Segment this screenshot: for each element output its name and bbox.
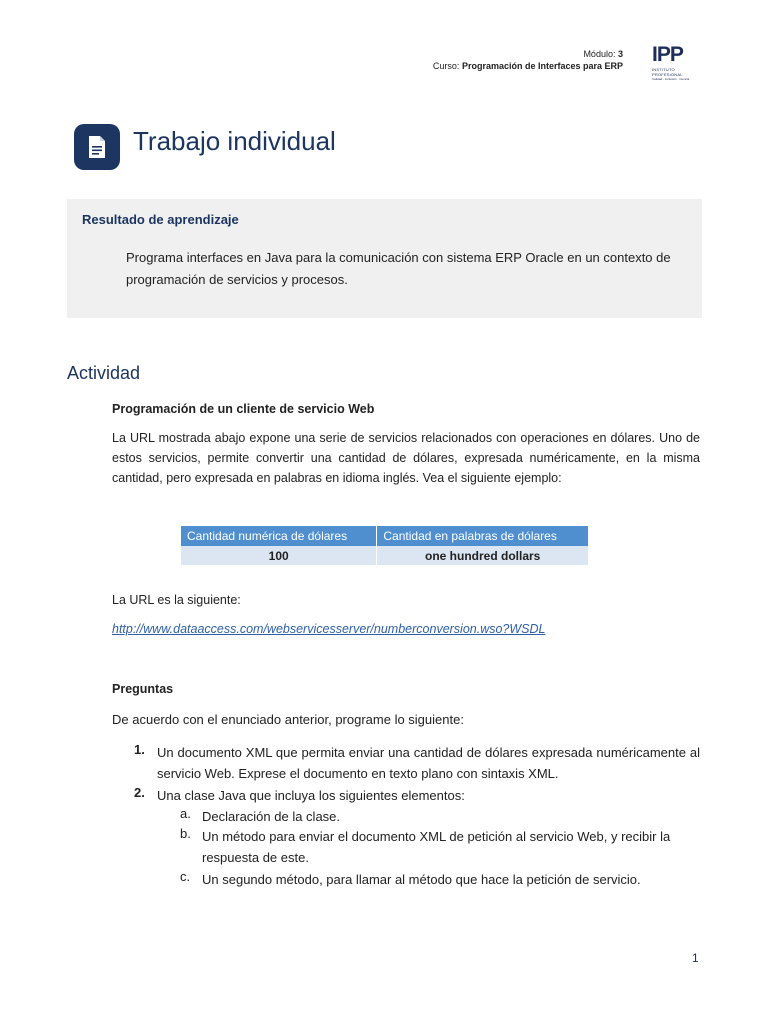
activity-heading: Actividad (67, 363, 141, 383)
activity-subheading: Programación de un cliente de servicio Web (112, 402, 375, 416)
table-header-cell: Cantidad numérica de dólares (181, 526, 377, 546)
question-text: Una clase Java que incluya los siguientes elementos: (157, 788, 465, 803)
question-number: 1. (134, 742, 145, 757)
url-label: La URL es la siguiente: (112, 593, 241, 607)
learning-result-text: Programa interfaces en Java para la comunicación con sistema ERP Oracle en un contexto de programación de servicios y procesos. (126, 250, 671, 287)
logo-text: IPP (652, 43, 683, 66)
learning-result-heading: Resultado de aprendizaje (82, 212, 239, 227)
question-text: Un documento XML que permita enviar una cantidad de dólares expresada numéricamente al servicio Web. Exprese el documento en texto plano con sintaxis XML. (157, 745, 700, 781)
subitem-text: Un método para enviar el documento XML de petición al servicio Web, y recibir la respuesta de este. (202, 829, 671, 865)
logo-subtitle: INSTITUTO PROFESIONAL (652, 67, 683, 77)
table-cell: 100 (181, 546, 377, 565)
service-url-link[interactable]: http://www.dataaccess.com/webservicesserver/numberconversion.wso?WSDL (112, 622, 546, 636)
subitem-text: Declaración de la clase. (202, 809, 341, 824)
course-line (433, 60, 623, 72)
logo-tagline: Calidad · Inclusión · Ciencia (652, 77, 690, 81)
questions-intro: De acuerdo con el enunciado anterior, programe lo siguiente: (112, 712, 464, 727)
page-title: Trabajo individual (133, 126, 336, 156)
table-header-cell: Cantidad en palabras de dólares (377, 526, 589, 546)
subitem-text: Un segundo método, para llamar al método que hace la petición de servicio. (202, 872, 641, 887)
module-value: 3 (617, 49, 623, 59)
institution-logo (652, 44, 704, 82)
conversion-table (181, 526, 589, 565)
module-line (433, 48, 623, 60)
table-row (181, 546, 589, 565)
subitem-letter: b. (180, 826, 191, 841)
subitem-letter: a. (180, 806, 191, 821)
course-value: Programación de Interfaces para ERP (461, 61, 623, 71)
table-header-row (181, 526, 589, 546)
course-label: Curso: (432, 61, 460, 71)
questions-heading: Preguntas (112, 682, 174, 696)
module-label: Módulo: (583, 49, 616, 59)
activity-intro: La URL mostrada abajo expone una serie de servicios relacionados con operaciones en dólares. Uno de estos servicios, permite convertir una cantidad de dólares, expresada numéricamente, en la misma cantidad, pero expresada en palabras en idioma inglés. Vea el siguiente ejemplo: (112, 431, 700, 485)
page-number: 1 (692, 951, 699, 965)
question-number: 2. (134, 785, 145, 800)
table-cell: one hundred dollars (377, 546, 589, 565)
document-header (433, 48, 623, 72)
subitem-letter: c. (180, 869, 191, 884)
document-icon (74, 124, 120, 170)
